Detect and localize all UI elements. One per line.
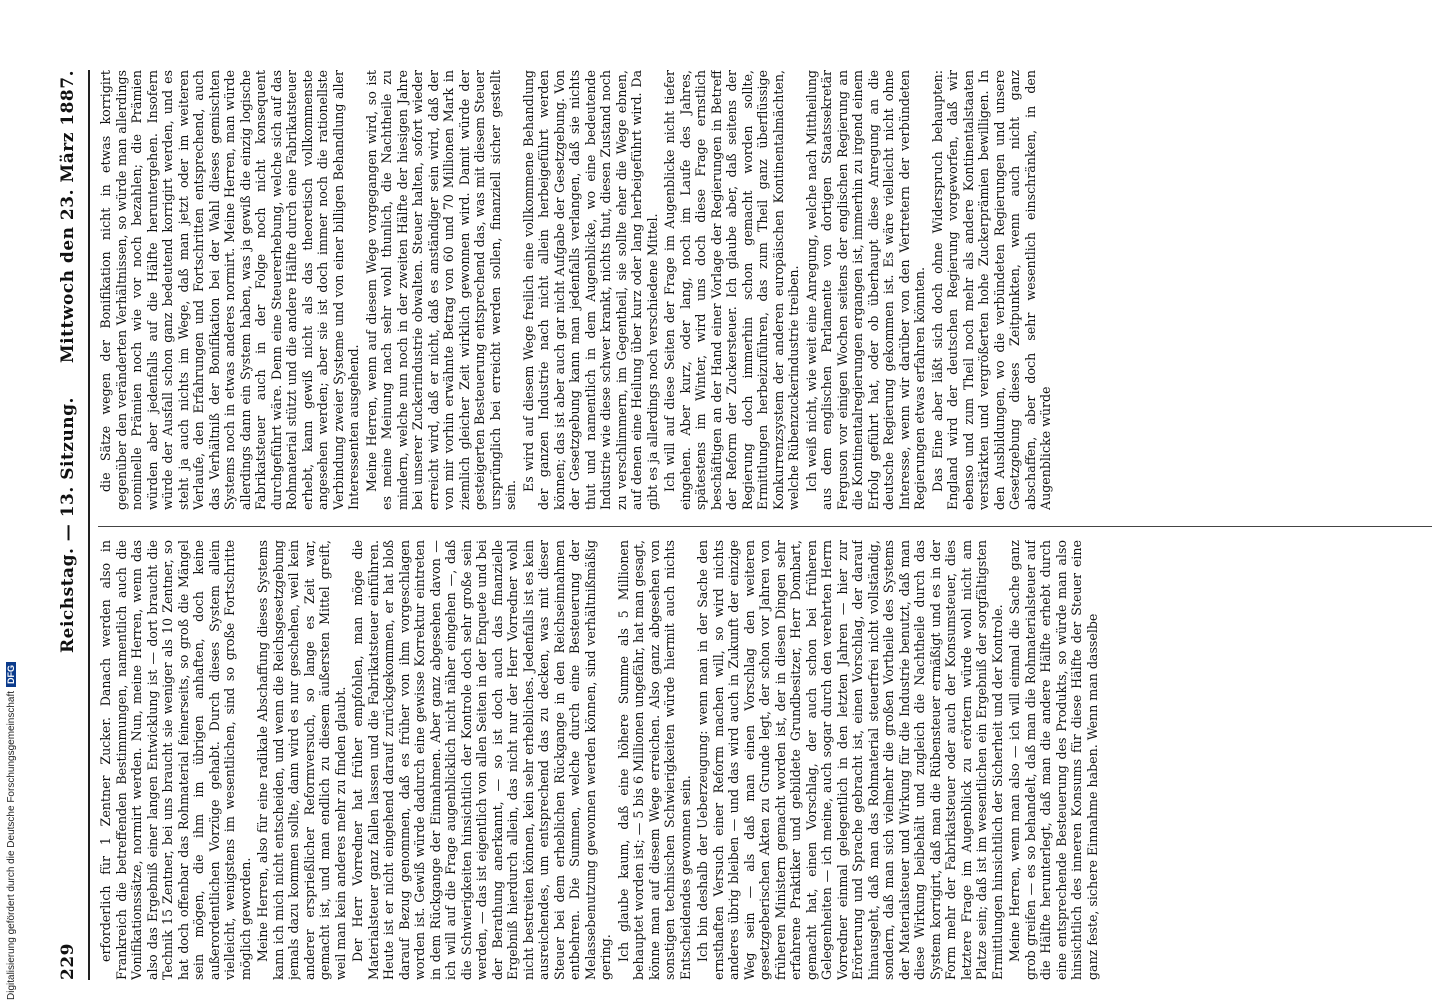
credit-text: Digitalisierung gefördert durch die Deutsche Forschungsgemeinschaft <box>6 690 17 1000</box>
page-header <box>58 70 84 980</box>
paragraph: Ich bin deshalb der Ueberzeugung: wenn man in der Sache den ernsthaften Versuch einer Reform machen will, so wird nichts anderes übrig bleiben — und das wird auch in Zukunft der einzige Weg sein — als daß man einen Vorschlag den weiteren gesetzgeberischen Akten zu Grunde legt, der schon vor Jahren von früheren Ministern gemacht worden ist, der in diesen Dingen sehr erfahrene Praktiker und gebildete Grundbesitzer, Herr Dombart, gemacht hat, einen Vorschlag, der auch schon bei früheren Gelegenheiten — ich meine, auch sogar durch den verehrten Herrn Vorredner einmal gelegentlich in den letzten Jahren — hier zur Erörterung und Sprache gebracht ist, einen Vorschlag, der darauf hinausgeht, daß man das Rohmaterial steuerfrei nicht vollständig, sondern, daß man sich vielmehr die großen Vortheile des Systems der Materialsteuer und Wirkung für die Industrie benutzt, daß man diese Wirkung beibehält und zugleich die Nachtheile durch das System korrigirt, daß man die Rübensteuer ermäßigt und es in der Form mehr der Fabrikatsteuer oder auch der Konsumsteuer, dies letztere Frage im Augenblick zu erörtern würde wohl nicht am Platze sein; daß ist im wesentlichen ein Ergebniß der sorgfältigsten Ermittlungen hinsichtlich der Sicherheit und der Kontrole. <box>695 540 1005 980</box>
paragraph: Ich weiß nicht, wie weit eine Anregung, welche nach Mittheilung aus dem englischen Parlamente von dortigen Staatssekretär Ferguson vor einigen Wochen seitens der englischen Regierung an die Kontinentalregierungen ergangen ist, immerhin zu irgend einem Erfolg geführt hat, oder ob überhaupt diese Anregung an die deutsche Regierung gekommen ist. Es wäre vielleicht nicht ohne Interesse, wenn wir darüber von den Vertretern der verbündeten Regierungen etwas erfahren könnten. <box>803 70 927 510</box>
paragraph: Meine Herren, also für eine radikale Abschaffung dieses Systems kann ich mich nicht entscheiden, und wenn die Reichsgesetzgebung jemals dazu kommen sollte, dann wird es nur geschehen, weil kein anderer ersprießlicher Reformversuch, so lange es Zeit war, gemacht ist, und man endlich zu diesem äußersten Mittel greift, weil man kein anderes mehr zu finden glaubt. <box>255 540 348 980</box>
paragraph: erforderlich für 1 Zentner Zucker. Danach werden also in Frankreich die betreffenden Bestimmungen, namentlich auch die Vonifikationssätze, normirt werden. Nun, meine Herren, wenn das also das Ergebniß einer langen Entwicklung ist — dort braucht die Technik 15 Zentner, bei uns braucht sie weniger als 10 Zentner, so hat doch offenbar das Rohmaterial feinerseits, so groß die Mängel sein mögen, die ihm im übrigen anhaften, doch keine außerordentlichen Vorzüge gehabt. Durch dieses System allein vielleicht, wenigstens im wesentlichen, sind so große Fortschritte möglich geworden. <box>98 540 253 980</box>
header-rule <box>88 70 90 980</box>
page-number: 229 <box>58 943 78 980</box>
session-date: Mittwoch den 23. März 1887. <box>58 70 78 364</box>
dfg-logo: DFG <box>6 662 16 687</box>
rotated-page <box>50 50 1432 1000</box>
paragraph: Ich will auf diese Seiten der Frage im Augenblicke nicht tiefer eingehen. Aber kurz, oder lang, noch im Laufe des Jahres, spätestens im Winter, wird uns doch diese Frage ernstlich beschäftigen an der Hand einer Vorlage der Regierungen in Betreff der Reform der Zuckersteuer. Ich glaube aber, daß seitens der Regierung doch immerhin schon gemacht worden sollte, Ermittlungen herbeizuführen, das zum Theil ganz überflüssige Konkurrenzsystem der anderen europäischen Kontinentalmächten, welche Rübenzuckerindustrie treiben. <box>662 70 801 510</box>
column-divider <box>98 526 1432 527</box>
left-column <box>98 540 1432 980</box>
paragraph: die Sätze wegen der Bonifikation nicht in etwas korrigirt gegenüber den veränderten Verhältnissen, so würde man allerdings nominelle Prämien noch wie vor noch bezahlen; die Prämien würden aber jedenfalls auf die Hälfte heruntergehen. Insofern würde der Ausfall schon ganz bedeutend korrigirt werden, und es steht ja auch nichts im Wege, daß man jetzt oder im weiteren Verlaufe, den Erfahrungen und Fortschritten entsprechend, auch das Verhältniß der Bonifikation bei der Wahl dieses gemischten Systems noch in etwas anderes normirt. Meine Herren, man würde allerdings dann ein System haben, was ja gewiß die einzig logische Fabrikatsteuer auch in der Folge noch nicht konsequent durchgeführt wäre. Denn eine Steuererhebung, welche sich auf das Rohmaterial stützt und die andere Hälfte durch eine Fabrikatsteuer erhebt, kann gewiß nicht als das theoretisch vollkommenste angesehen werden; aber sie ist doch immer noch die rationellste Verbindung zweier Systeme und von einer billigen Behandlung aller Interessenten ausgehend. <box>98 70 361 510</box>
page-title: Reichstag. — 13. Sitzung. <box>58 397 78 653</box>
paragraph: Meine Herren, wenn man also — ich will einmal die Sache ganz grob greifen — es so behandelt, daß man die Rohmaterialsteuer auf die Hälfte herunterlegt, daß man die andere Hälfte erhebt durch eine entsprechende Besteuerung des Produkts, so würde man also hinsichtlich des inneren Konsums für diese Hälfte der Steuer eine ganz feste, sichere Einnahme haben. Wenn man dasselbe <box>1007 540 1100 980</box>
paragraph: Meine Herren, wenn auf diesem Wege vorgegangen wird, so ist es meine Meinung nach sehr wohl thunlich, die Nachtheile zu mindern, welche nun noch in der zweiten Hälfte der hiesigen Jahre bei unserer Zuckerindustrie obwalten. Steuer halten, sofort wieder erreicht wird, daß er nicht, daß es anständiger sein wird, daß der von mir vorhin erwähnte Betrag von 60 und 70 Millionen Mark in ziemlich gleicher Zeit wirklich gewonnen wird. Damit würde der gesteigerten Besteuerung entsprechend das, was mit diesem Steuer ursprünglich bei erreicht werden sollen, finanziell sicher gestellt sein. <box>363 70 518 510</box>
right-column <box>98 70 1432 510</box>
paragraph: Der Herr Vorredner hat früher empfohlen, man möge die Materialsteuer ganz fallen lassen und die Fabrikatsteuer einführen. Heute ist er nicht eingehend darauf zurückgekommen, er hat bloß darauf Bezug genommen, daß es früher von ihm vorgeschlagen worden ist. Gewiß würde dadurch eine gewisse Korrektur eintreten in dem Rückgange der Einnahmen. Aber ganz abgesehen davon — ich will auf die Frage augenblicklich nicht näher eingehen —, daß die Schwierigkeiten hinsichtlich der Kontrole doch sehr große sein werden, — das ist eigentlich von allen Seiten in der Enquete und bei der Berathung anerkannt, — so ist doch auch das finanzielle Ergebniß hierdurch allein, das nicht nur der Herr Vorredner wohl nicht bestreiten können, kein sehr erhebliches. Jedenfalls ist es kein ausreichendes, um entsprechend das zu decken, was mit dieser Steuer bei dem erheblichen Rückgange in den Reichseinnahmen entbehren. Die Summen, welche durch eine Besteuerung der Melassebenutzung gewonnen werden können, sind verhältnißmäßig gering. <box>350 540 613 980</box>
digitization-credit <box>6 662 17 1000</box>
paragraph: Ich glaube kaum, daß eine höhere Summe als 5 Millionen behauptet worden ist; — 5 bis 6 Millionen ungefähr, hat man gesagt, könne man auf diesem Wege erreichen. Also ganz abgesehen von sonstigen technischen Schwierigkeiten würde hiermit auch nichts Entscheidendes gewonnen sein. <box>615 540 693 980</box>
paragraph: Das Eine aber läßt sich doch ohne Widerspruch behaupten: England wird der deutschen Regierung vorgeworfen, daß wir ebenso und zum Theil noch mehr als andere Kontinentalstaaten verstärkten und vergrößerten hohe Zuckerprämien bewilligen. In den Ausbildungen, wo die verbündeten Regierungen und unsere Gesetzgebung dieses Zeitpunkten, wenn auch nicht ganz abschaffen, aber doch sehr wesentlich einschränken, in den Augenblicke würde <box>929 70 1053 510</box>
page-content <box>50 50 1432 1000</box>
paragraph: Es wird auf diesem Wege freilich eine vollkommene Behandlung der ganzen Industrie nach nicht allein herbeigeführt werden können; das ist aber auch gar nicht Aufgabe der Gesetzgebung. Von der Gesetzgebung kann man jedenfalls verlangen, daß sie nichts thut und namentlich in dem Augenblicke, wo eine bedeutende Industrie wie diese schwer krankt, nichts thut, diesen Zustand noch zu verschlimmern, im Gegentheil, sie sollte eher die Wege ebnen, auf denen eine Heilung über kurz oder lang herbeigeführt wird. Da gibt es ja allerdings noch verschiedene Mittel. <box>520 70 660 510</box>
